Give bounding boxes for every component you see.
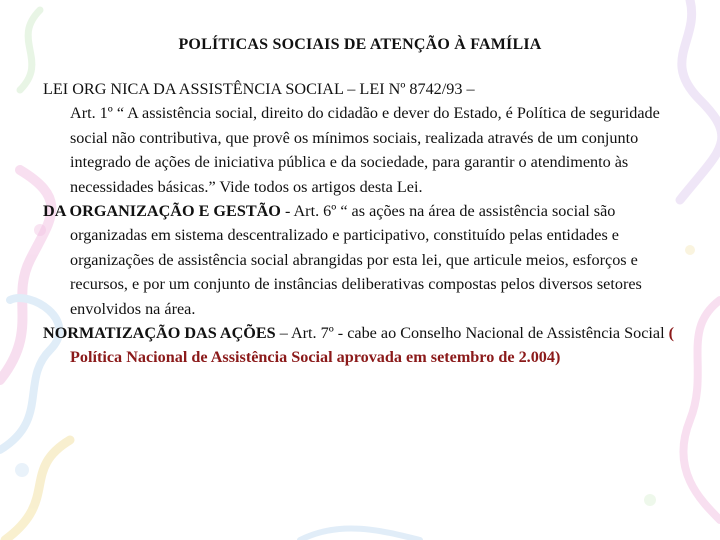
normatizacao-heading: NORMATIZAÇÃO DAS AÇÕES	[43, 324, 276, 343]
slide-content	[43, 77, 683, 370]
slide-title: POLÍTICAS SOCIAIS DE ATENÇÃO À FAMÍLIA	[178, 36, 542, 53]
organizacao-heading: DA ORGANIZAÇÃO E GESTÃO	[43, 202, 281, 221]
loas-heading: LEI ORG NICA DA ASSISTÊNCIA SOCIAL – LEI Nº 8742/93 –	[43, 80, 475, 98]
paragraph-organizacao	[43, 199, 683, 321]
loas-art1-text: Art. 1º “ A assistência social, direito do cidadão e dever do Estado, é Política de seguridade social não contributiva, que provê os mínimos sociais, realizada através de um conjunto integrado de ações de iniciativa pública e da sociedade, para garantir o atendimento às necessidades básicas.” Vide todos os artigos desta Lei.	[70, 104, 660, 196]
organizacao-art6-text: - Art. 6º “ as ações na área de assistência social são organizadas em sistema descentralizado e participativo, constituído pelas entidades e organizações de assistência social abrangidas por esta lei, que articule meios, esforços e recursos, e por um conjunto de instâncias deliberativas compostas pelos diversos setores envolvidos na área.	[70, 202, 642, 318]
paragraph-normatizacao	[43, 321, 683, 370]
paragraph-loas	[43, 77, 683, 199]
normatizacao-art7-text: – Art. 7º - cabe ao Conselho Nacional de Assistência Social	[275, 324, 669, 343]
pnas-highlight: ( Política Nacional de Assistência Social aprovada em setembro de 2.004)	[70, 324, 675, 367]
